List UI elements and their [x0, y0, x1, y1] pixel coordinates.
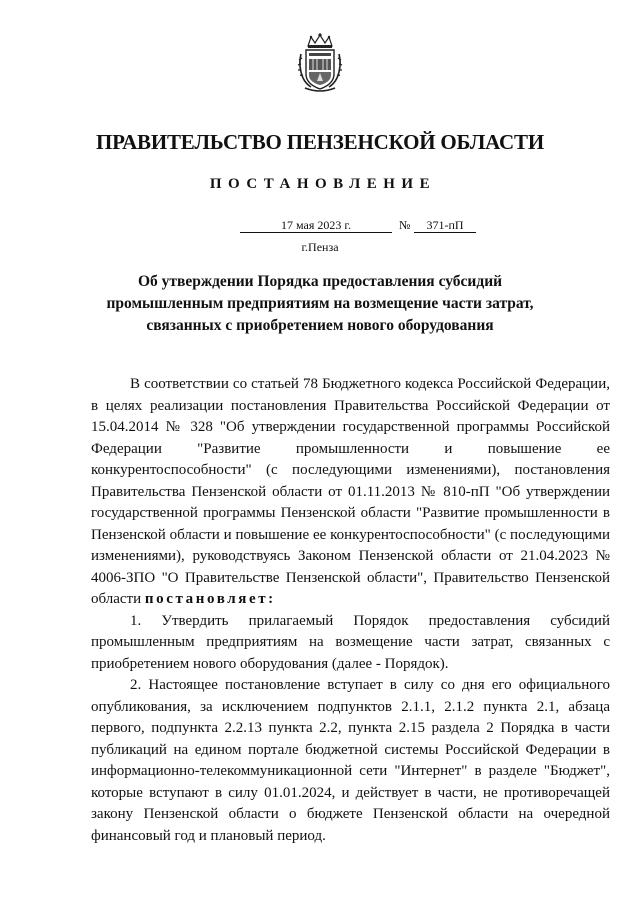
decree-word: постановляет: [144, 591, 276, 607]
item-2-paragraph: 2. Настоящее постановление вступает в силу со дня его официального опубликования, за исключением подпунктов 2.1.1, 2.1.2 пункта 2.1, абзаца первого, подпункта 2.2.13 пункта 2.2, пункта 2.15 раздела 2 Порядка в части публикаций на едином портале бюджетной системы Российской Федерации в информационно-телекоммуникационной сети "Интернет" в разделе "Бюджет", которые вступают в силу 01.01.2024, и действует в части, не противоречащей закону Пензенской области о бюджете Пензенской области на очередной финансовый год и плановый период. [91, 677, 610, 844]
document-type: ПОСТАНОВЛЕНИЕ [209, 176, 437, 192]
document-body [91, 374, 610, 847]
preamble-text: В соответствии со статьей 78 Бюджетного кодекса Российской Федерации, в целях реализации постановления Правительства Российской Федерации от 15.04.2014 № 328 "Об утверждении государственной программы Российской Федерации "Развитие промышленности и повышение ее конкурентоспособности" (с последующими изменениями), постановления Правительства Пензенской области от 01.11.2013 № 810-пП "Об утверждении государственной программы Пензенской области "Развитие промышленности в Пензенской области и повышение ее конкурентоспособности" (с последующими изменениями), руководствуясь Законом Пензенской области от 21.04.2023 № 4006-ЗПО "О Правительстве Пензенской области", Правительство Пензенской области [91, 376, 610, 607]
government-title: ПРАВИТЕЛЬСТВО ПЕНЗЕНСКОЙ ОБЛАСТИ [96, 130, 544, 154]
coat-of-arms-emblem [297, 32, 343, 94]
city: г.Пенза [301, 240, 339, 254]
preamble-paragraph [91, 374, 610, 611]
document-number: 371-пП [414, 218, 476, 233]
document-subject: Об утверждении Порядка предоставления субсидий промышленным предприятиям на возмещение части затрат, связанных с приобретением нового оборудования [106, 273, 534, 334]
item-1-paragraph: 1. Утвердить прилагаемый Порядок предоставления субсидий промышленным предприятиям на возмещение части затрат, связанных с приобретением нового оборудования (далее - Порядок). [91, 612, 610, 672]
document-date: 17 мая 2023 г. [240, 218, 392, 233]
number-sign: № [399, 218, 411, 232]
